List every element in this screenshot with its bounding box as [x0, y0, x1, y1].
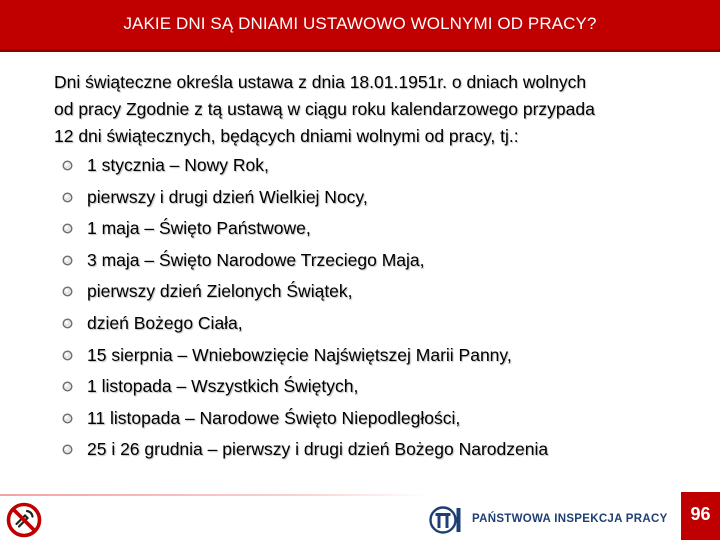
bullet-icon [62, 255, 73, 266]
list-item [62, 342, 548, 374]
list-item [62, 310, 548, 342]
bullet-icon [62, 192, 73, 203]
list-item [62, 215, 548, 247]
page-number: 96 [690, 504, 711, 524]
intro-line: Dni świąteczne określa ustawa z dnia 18.01.1951r. o dniach wolnych [54, 72, 587, 92]
holiday-list [62, 152, 548, 468]
holiday-text: 11 listopada – Narodowe Święto Niepodległości, [87, 407, 461, 428]
title-bar [0, 0, 720, 52]
bullet-icon [62, 318, 73, 329]
holiday-text: pierwszy dzień Zielonych Świątek, [87, 281, 353, 302]
bullet-icon [62, 286, 73, 297]
holiday-text: 1 maja – Święto Państwowe, [87, 218, 311, 239]
list-item [62, 373, 548, 405]
holiday-text: 25 i 26 grudnia – pierwszy i drugi dzień Bożego Narodzenia [87, 439, 549, 460]
intro-line: 12 dni świątecznych, będących dniami wolnymi od pracy, tj.: [54, 126, 519, 146]
bullet-icon [62, 413, 73, 424]
footer-divider [0, 494, 430, 496]
list-item [62, 436, 548, 468]
bullet-icon [62, 350, 73, 361]
intro-line: od pracy Zgodnie z tą ustawą w ciągu roku kalendarzowego przypada [54, 99, 595, 119]
pip-logo-icon [428, 505, 464, 535]
intro-paragraph [54, 69, 694, 150]
holiday-text: 15 sierpnia – Wniebowzięcie Najświętszej Marii Panny, [87, 344, 512, 365]
slide-title: JAKIE DNI SĄ DNIAMI USTAWOWO WOLNYMI OD PRACY? [123, 14, 597, 33]
holiday-text: 1 listopada – Wszystkich Świętych, [87, 376, 359, 397]
list-item [62, 184, 548, 216]
organization-name: PAŃSTWOWA INSPEKCJA PRACY [472, 513, 668, 525]
bullet-icon [62, 223, 73, 234]
holiday-text: 3 maja – Święto Narodowe Trzeciego Maja, [87, 249, 425, 270]
list-item [62, 278, 548, 310]
page-number-badge [681, 492, 720, 540]
holiday-text: dzień Bożego Ciała, [87, 312, 243, 333]
list-item [62, 405, 548, 437]
list-item [62, 247, 548, 279]
bullet-icon [62, 444, 73, 455]
bullet-icon [62, 160, 73, 171]
list-item [62, 152, 548, 184]
bullet-icon [62, 381, 73, 392]
holiday-text: 1 stycznia – Nowy Rok, [87, 155, 269, 175]
holiday-text: pierwszy i drugi dzień Wielkiej Nocy, [87, 186, 368, 207]
no-smoking-sign-icon [6, 502, 42, 538]
